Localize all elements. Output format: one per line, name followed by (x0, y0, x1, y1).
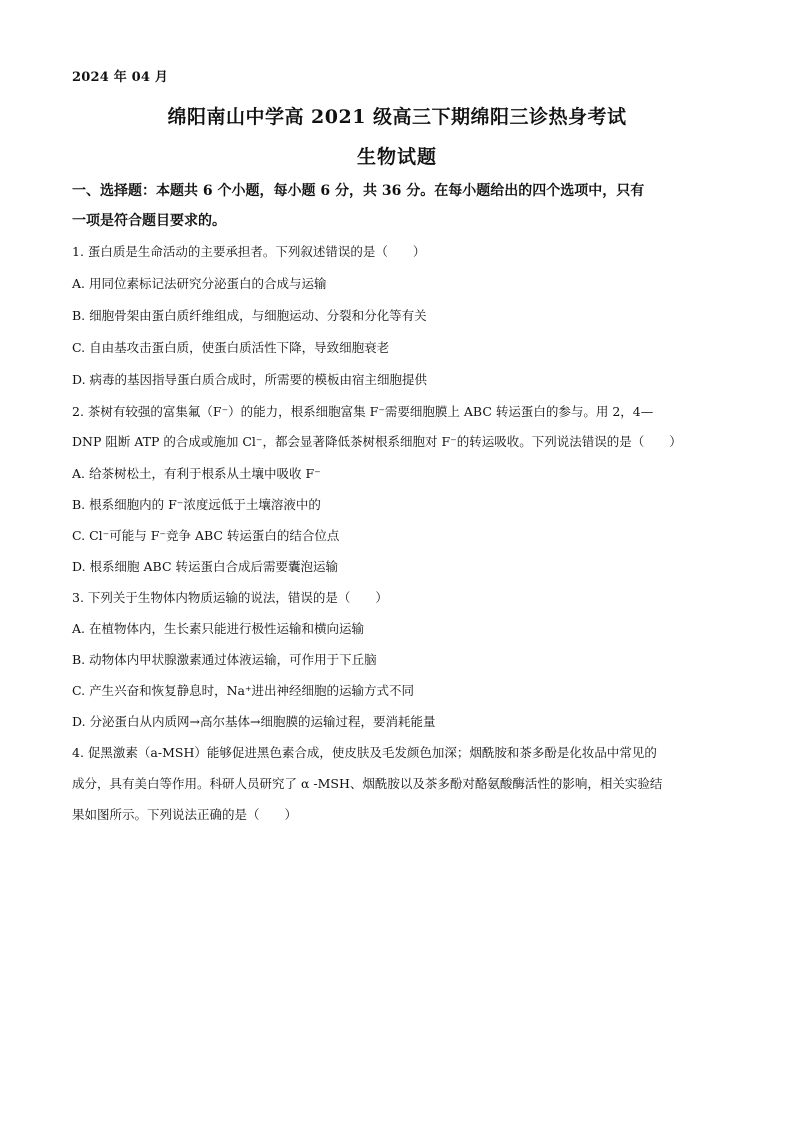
question-2-option-a: A. 给茶树松土，有利于根系从土壤中吸收 F⁻ (72, 466, 321, 481)
question-1-option-a: A. 用同位素标记法研究分泌蛋白的合成与运输 (72, 276, 327, 291)
question-3-option-d: D. 分泌蛋白从内质网→高尔基体→细胞膜的运输过程，要消耗能量 (72, 714, 436, 729)
question-4-stem-line-2: 成分，具有美白等作用。科研人员研究了 α -MSH、烟酰胺以及茶多酚对酪氨酸酶活性的影响，相关实验结 (72, 776, 663, 791)
question-2-option-b: B. 根系细胞内的 F⁻浓度远低于土壤溶液中的 (72, 497, 321, 512)
question-3-option-c: C. 产生兴奋和恢复静息时，Na⁺进出神经细胞的运输方式不同 (72, 683, 415, 698)
section-heading-line-1: 一、选择题：本题共 6 个小题，每小题 6 分，共 36 分。在每小题给出的四个选项中，只有 (72, 183, 645, 199)
exam-title: 绵阳南山中学高 2021 级高三下期绵阳三诊热身考试 (167, 106, 627, 128)
question-2-option-d: D. 根系细胞 ABC 转运蛋白合成后需要囊泡运输 (72, 559, 338, 574)
question-1-option-d: D. 病毒的基因指导蛋白质合成时，所需要的模板由宿主细胞提供 (72, 372, 428, 387)
section-heading (72, 176, 722, 236)
question-1-option-b: B. 细胞骨架由蛋白质纤维组成，与细胞运动、分裂和分化等有关 (72, 308, 427, 323)
question-2-stem-line-1: 2. 茶树有较强的富集氟（F⁻）的能力，根系细胞富集 F⁻需要细胞膜上 ABC 转运蛋白的参与。用 2，4— (72, 404, 654, 419)
question-3-option-b: B. 动物体内甲状腺激素通过体液运输，可作用于下丘脑 (72, 652, 377, 667)
question-4-stem-line-3: 果如图所示。下列说法正确的是（ ） (72, 807, 298, 822)
question-3-option-a: A. 在植物体内，生长素只能进行极性运输和横向运输 (72, 621, 364, 636)
question-2-stem-line-2: DNP 阻断 ATP 的合成或施加 Cl⁻，都会显著降低茶树根系细胞对 F⁻的转运吸收。下列说法错误的是（ ） (72, 434, 682, 449)
question-1-option-c: C. 自由基攻击蛋白质，使蛋白质活性下降，导致细胞衰老 (72, 340, 390, 355)
exam-date: 2024 年 04 月 (72, 70, 169, 85)
question-1-stem: 1. 蛋白质是生命活动的主要承担者。下列叙述错误的是（ ） (72, 244, 426, 259)
question-3-stem: 3. 下列关于生物体内物质运输的说法，错误的是（ ） (72, 590, 388, 605)
question-4-stem-line-1: 4. 促黑激素（a-MSH）能够促进黑色素合成，使皮肤及毛发颜色加深；烟酰胺和茶多酚是化妆品中常见的 (72, 745, 657, 760)
question-2-option-c: C. Cl⁻可能与 F⁻竞争 ABC 转运蛋白的结合位点 (72, 528, 340, 543)
section-heading-line-2: 一项是符合题目要求的。 (72, 213, 226, 229)
exam-subject: 生物试题 (356, 146, 437, 168)
